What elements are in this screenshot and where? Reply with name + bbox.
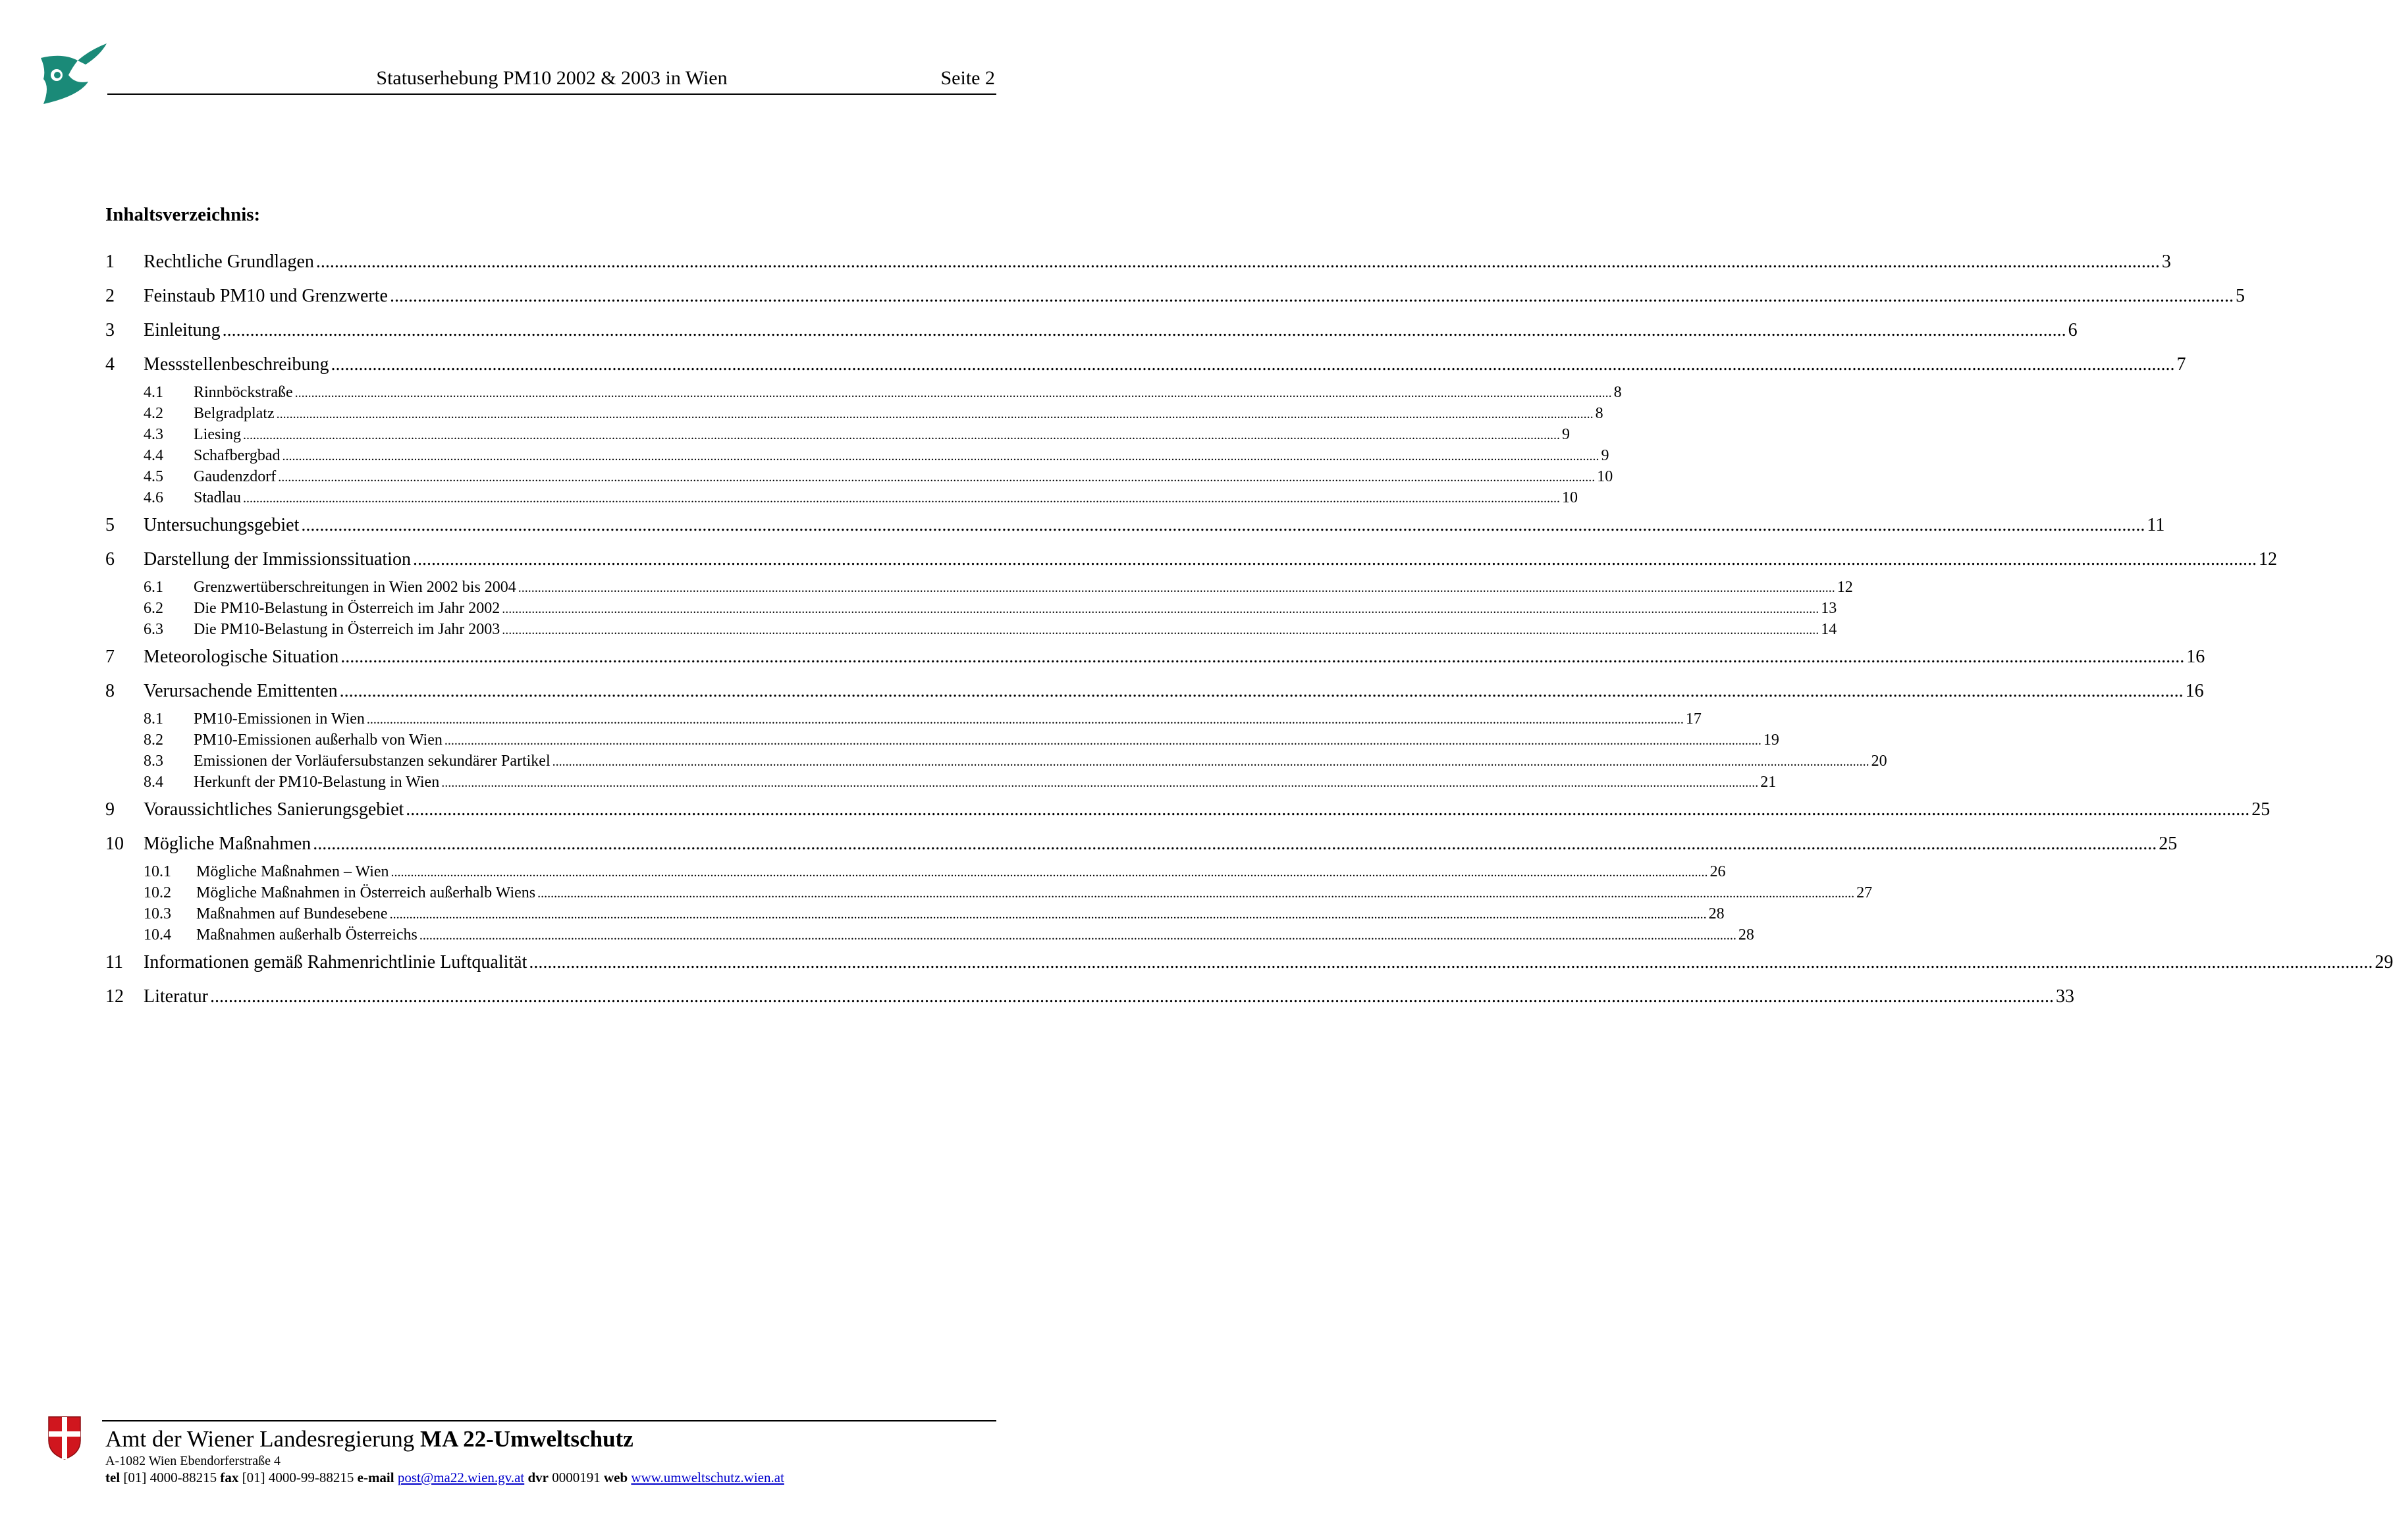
toc-subentry[interactable] xyxy=(105,882,1873,903)
toc-entry-title: Schafbergbad xyxy=(194,447,281,464)
toc-leader-dots: ................................................................................................................................................................................................................................................................................................................................................................................................................ xyxy=(315,252,2160,272)
toc-heading: Inhaltsverzeichnis: xyxy=(105,204,261,225)
vienna-coat-of-arms-icon xyxy=(47,1416,82,1460)
ma22-logo xyxy=(37,38,111,104)
toc-entry-title: Rechtliche Grundlagen xyxy=(144,252,314,272)
toc-entry-number: 3 xyxy=(105,320,115,340)
toc-entry-number: 10.4 xyxy=(144,926,171,943)
toc-subentry[interactable] xyxy=(105,466,1613,487)
toc-entry-title: Darstellung der Immissionssituation xyxy=(144,549,411,570)
toc-entry-number: 12 xyxy=(105,986,124,1007)
toc-leader-dots: ................................................................................................................................................................................................................................................................................................................................................................................................................ xyxy=(441,776,1759,790)
toc-leader-dots: ................................................................................................................................................................................................................................................................................................................................................................................................................ xyxy=(419,928,1736,943)
email-label: e-mail xyxy=(357,1470,394,1485)
toc-entry-title: Literatur xyxy=(144,986,208,1007)
footer-organization xyxy=(105,1426,633,1452)
table-of-contents xyxy=(105,245,2393,1014)
toc-entry-number: 10.2 xyxy=(144,884,171,901)
toc-entry-number: 6 xyxy=(105,549,115,570)
toc-entry-title: Rinnböckstraße xyxy=(194,384,293,401)
toc-entry[interactable] xyxy=(105,674,2204,708)
toc-subentry[interactable] xyxy=(105,403,1603,424)
toc-subentry[interactable] xyxy=(105,445,1609,466)
page-number: Seite 2 xyxy=(940,67,995,89)
toc-entry[interactable] xyxy=(105,279,2245,313)
toc-entry-title: Mögliche Maßnahmen in Österreich außerhalb Wiens xyxy=(196,884,536,901)
toc-entry-page: 28 xyxy=(1708,905,1725,922)
toc-leader-dots: ................................................................................................................................................................................................................................................................................................................................................................................................................ xyxy=(529,952,2373,972)
toc-entry-page: 3 xyxy=(2161,252,2171,272)
toc-leader-dots: ................................................................................................................................................................................................................................................................................................................................................................................................................ xyxy=(390,865,1708,880)
toc-entry-page: 20 xyxy=(1871,753,1887,770)
toc-entry-number: 4.2 xyxy=(144,405,163,422)
toc-entry-number: 6.3 xyxy=(144,621,163,638)
web-link[interactable]: www.umweltschutz.wien.at xyxy=(631,1470,784,1485)
toc-entry-page: 7 xyxy=(2176,354,2186,375)
toc-leader-dots: ................................................................................................................................................................................................................................................................................................................................................................................................................ xyxy=(222,320,2066,340)
toc-leader-dots: ................................................................................................................................................................................................................................................................................................................................................................................................................ xyxy=(552,755,1869,769)
toc-entry-number: 11 xyxy=(105,952,123,972)
toc-entry-number: 8.2 xyxy=(144,731,163,749)
toc-entry-page: 12 xyxy=(1837,579,1853,596)
toc-entry-title: Voraussichtliches Sanierungsgebiet xyxy=(144,799,404,820)
toc-entry-title: Die PM10-Belastung in Österreich im Jahr 2003 xyxy=(194,621,500,638)
toc-entry[interactable] xyxy=(105,313,2078,348)
toc-entry-page: 33 xyxy=(2055,986,2074,1007)
toc-entry-number: 8.1 xyxy=(144,710,163,728)
toc-entry-title: Einleitung xyxy=(144,320,221,340)
toc-entry-page: 5 xyxy=(2235,286,2245,306)
toc-leader-dots: ................................................................................................................................................................................................................................................................................................................................................................................................................ xyxy=(294,386,1612,400)
toc-entry-page: 11 xyxy=(2147,515,2165,535)
toc-subentry[interactable] xyxy=(105,924,1754,945)
toc-entry-page: 13 xyxy=(1821,600,1837,617)
toc-entry-title: Grenzwertüberschreitungen in Wien 2002 bis 2004 xyxy=(194,579,516,596)
toc-entry-number: 10.3 xyxy=(144,905,171,922)
toc-subentry[interactable] xyxy=(105,751,1887,772)
toc-entry-number: 4.5 xyxy=(144,468,163,485)
toc-leader-dots: ................................................................................................................................................................................................................................................................................................................................................................................................................ xyxy=(389,286,2234,306)
toc-entry[interactable] xyxy=(105,640,2205,674)
toc-entry-title: Emissionen der Vorläufersubstanzen sekundärer Partikel xyxy=(194,753,551,770)
toc-entry-title: Die PM10-Belastung in Österreich im Jahr 2002 xyxy=(194,600,500,617)
toc-entry[interactable] xyxy=(105,793,2271,827)
toc-entry-title: Mögliche Maßnahmen xyxy=(144,834,311,854)
toc-entry[interactable] xyxy=(105,543,2277,577)
toc-entry-title: Meteorologische Situation xyxy=(144,647,339,667)
toc-subentry[interactable] xyxy=(105,424,1570,445)
org-name: Amt der Wiener Landesregierung xyxy=(105,1426,415,1452)
toc-entry-number: 2 xyxy=(105,286,115,306)
toc-entry-page: 8 xyxy=(1595,405,1603,422)
toc-entry-title: Verursachende Emittenten xyxy=(144,681,338,701)
toc-entry-page: 9 xyxy=(1601,447,1609,464)
toc-entry-title: Informationen gemäß Rahmenrichtlinie Luftqualität xyxy=(144,952,527,972)
toc-entry-number: 9 xyxy=(105,799,115,820)
toc-entry-number: 4.3 xyxy=(144,426,163,443)
toc-leader-dots: ................................................................................................................................................................................................................................................................................................................................................................................................................ xyxy=(502,602,1819,616)
toc-entry-number: 1 xyxy=(105,252,115,272)
toc-leader-dots: ................................................................................................................................................................................................................................................................................................................................................................................................................ xyxy=(209,986,2054,1007)
toc-entry-number: 6.1 xyxy=(144,579,163,596)
toc-entry-number: 4.1 xyxy=(144,384,163,401)
toc-entry-page: 21 xyxy=(1760,774,1777,791)
toc-entry-title: Belgradplatz xyxy=(194,405,275,422)
toc-entry-number: 6.2 xyxy=(144,600,163,617)
toc-leader-dots: ................................................................................................................................................................................................................................................................................................................................................................................................................ xyxy=(282,449,1600,464)
toc-leader-dots: ................................................................................................................................................................................................................................................................................................................................................................................................................ xyxy=(339,681,2184,701)
email-link[interactable]: post@ma22.wien.gv.at xyxy=(397,1470,525,1485)
toc-leader-dots: ................................................................................................................................................................................................................................................................................................................................................................................................................ xyxy=(301,515,2145,535)
toc-entry-page: 26 xyxy=(1709,863,1726,880)
toc-entry-number: 8 xyxy=(105,681,115,701)
toc-subentry[interactable] xyxy=(105,577,1853,598)
toc-entry-page: 19 xyxy=(1763,731,1779,749)
toc-entry-title: Messstellenbeschreibung xyxy=(144,354,329,375)
toc-entry-page: 17 xyxy=(1685,710,1702,728)
toc-entry-page: 28 xyxy=(1738,926,1754,943)
toc-entry[interactable] xyxy=(105,827,2178,861)
toc-entry-title: PM10-Emissionen in Wien xyxy=(194,710,365,728)
toc-entry-number: 4.6 xyxy=(144,489,163,506)
toc-entry[interactable] xyxy=(105,945,2393,980)
toc-leader-dots: ................................................................................................................................................................................................................................................................................................................................................................................................................ xyxy=(518,581,1835,595)
toc-entry-title: Feinstaub PM10 und Grenzwerte xyxy=(144,286,388,306)
web-label: web xyxy=(603,1470,628,1485)
toc-entry-number: 7 xyxy=(105,647,115,667)
toc-leader-dots: ................................................................................................................................................................................................................................................................................................................................................................................................................ xyxy=(412,549,2257,570)
toc-leader-dots: ................................................................................................................................................................................................................................................................................................................................................................................................................ xyxy=(406,799,2250,820)
toc-entry-title: Gaudenzdorf xyxy=(194,468,277,485)
toc-entry[interactable] xyxy=(105,980,2074,1014)
toc-leader-dots: ................................................................................................................................................................................................................................................................................................................................................................................................................ xyxy=(502,623,1819,637)
toc-entry-page: 16 xyxy=(2186,647,2205,667)
fax-label: fax xyxy=(220,1470,239,1485)
toc-entry[interactable] xyxy=(105,245,2171,279)
toc-entry-title: Maßnahmen außerhalb Österreichs xyxy=(196,926,417,943)
toc-leader-dots: ................................................................................................................................................................................................................................................................................................................................................................................................................ xyxy=(278,470,1596,485)
toc-leader-dots: ................................................................................................................................................................................................................................................................................................................................................................................................................ xyxy=(243,428,1560,442)
toc-leader-dots: ................................................................................................................................................................................................................................................................................................................................................................................................................ xyxy=(389,907,1707,922)
toc-entry[interactable] xyxy=(105,508,2165,543)
toc-entry-page: 10 xyxy=(1562,489,1578,506)
toc-subentry[interactable] xyxy=(105,487,1578,508)
toc-leader-dots: ................................................................................................................................................................................................................................................................................................................................................................................................................ xyxy=(243,491,1560,506)
tel-value: [01] 4000-88215 xyxy=(123,1470,217,1485)
toc-entry-number: 5 xyxy=(105,515,115,535)
toc-subentry[interactable] xyxy=(105,598,1837,619)
footer-divider xyxy=(102,1420,996,1421)
toc-entry-title: Herkunft der PM10-Belastung in Wien xyxy=(194,774,440,791)
toc-entry-page: 27 xyxy=(1856,884,1873,901)
toc-entry-title: Untersuchungsgebiet xyxy=(144,515,300,535)
toc-leader-dots: ................................................................................................................................................................................................................................................................................................................................................................................................................ xyxy=(340,647,2185,667)
toc-entry-number: 4.4 xyxy=(144,447,163,464)
document-title: Statuserhebung PM10 2002 & 2003 in Wien xyxy=(376,67,728,89)
toc-entry-title: Stadlau xyxy=(194,489,241,506)
toc-entry-page: 10 xyxy=(1597,468,1613,485)
fax-value: [01] 4000-99-88215 xyxy=(242,1470,354,1485)
toc-entry[interactable] xyxy=(105,348,2186,382)
toc-entry-number: 8.4 xyxy=(144,774,163,791)
footer-address: A-1082 Wien Ebendorferstraße 4 xyxy=(105,1454,281,1468)
footer-contact xyxy=(105,1470,784,1486)
dvr-value: 0000191 xyxy=(552,1470,601,1485)
toc-subentry[interactable] xyxy=(105,382,1622,403)
toc-entry-page: 14 xyxy=(1821,621,1837,638)
dvr-label: dvr xyxy=(527,1470,549,1485)
toc-entry-title: Maßnahmen auf Bundesebene xyxy=(196,905,388,922)
toc-leader-dots: ................................................................................................................................................................................................................................................................................................................................................................................................................ xyxy=(537,886,1855,901)
toc-entry-page: 29 xyxy=(2375,952,2393,972)
toc-leader-dots: ................................................................................................................................................................................................................................................................................................................................................................................................................ xyxy=(331,354,2175,375)
toc-entry-title: PM10-Emissionen außerhalb von Wien xyxy=(194,731,443,749)
toc-entry-page: 6 xyxy=(2068,320,2078,340)
toc-leader-dots: ................................................................................................................................................................................................................................................................................................................................................................................................................ xyxy=(313,834,2157,854)
toc-subentry[interactable] xyxy=(105,861,1726,882)
toc-entry-title: Mögliche Maßnahmen – Wien xyxy=(196,863,389,880)
toc-entry-page: 9 xyxy=(1562,426,1570,443)
toc-subentry[interactable] xyxy=(105,772,1777,793)
toc-entry-page: 8 xyxy=(1613,384,1622,401)
toc-entry-number: 10.1 xyxy=(144,863,171,880)
org-department: MA 22-Umweltschutz xyxy=(420,1426,633,1452)
toc-subentry[interactable] xyxy=(105,619,1837,640)
tel-label: tel xyxy=(105,1470,121,1485)
toc-entry-number: 10 xyxy=(105,834,124,854)
toc-subentry[interactable] xyxy=(105,903,1725,924)
toc-subentry[interactable] xyxy=(105,730,1779,751)
toc-entry-number: 8.3 xyxy=(144,753,163,770)
toc-leader-dots: ................................................................................................................................................................................................................................................................................................................................................................................................................ xyxy=(366,712,1684,727)
toc-leader-dots: ................................................................................................................................................................................................................................................................................................................................................................................................................ xyxy=(444,733,1761,748)
toc-subentry[interactable] xyxy=(105,708,1702,730)
toc-entry-page: 25 xyxy=(2159,834,2178,854)
toc-leader-dots: ................................................................................................................................................................................................................................................................................................................................................................................................................ xyxy=(276,407,1594,421)
toc-entry-page: 16 xyxy=(2185,681,2204,701)
toc-entry-page: 12 xyxy=(2258,549,2277,570)
toc-entry-number: 4 xyxy=(105,354,115,375)
toc-entry-title: Liesing xyxy=(194,426,241,443)
page-header xyxy=(107,65,996,95)
toc-entry-page: 25 xyxy=(2251,799,2271,820)
